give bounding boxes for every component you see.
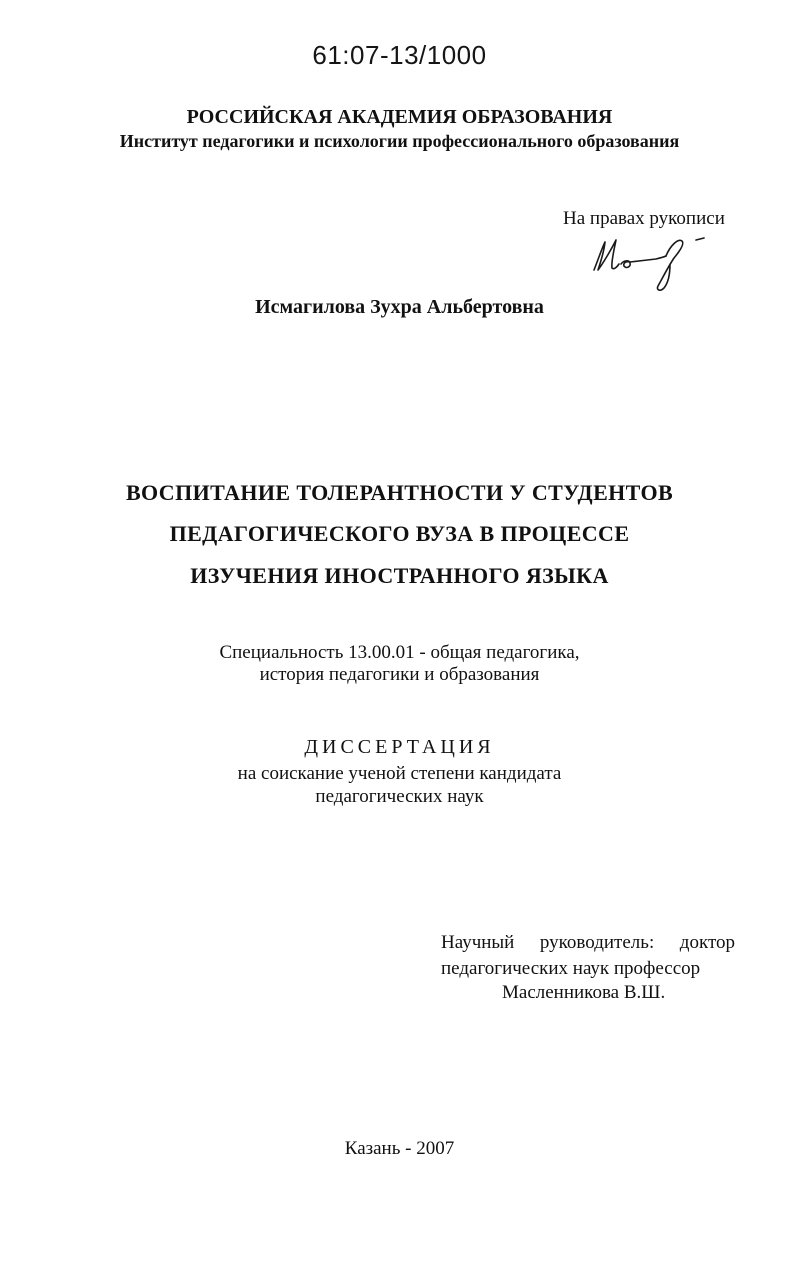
thesis-title-line: ИЗУЧЕНИЯ ИНОСТРАННОГО ЯЗЫКА <box>190 563 609 588</box>
document-number: 61:07-13/1000 <box>312 40 487 70</box>
supervisor-line: педагогических наук профессор <box>441 958 701 979</box>
specialty-line: Специальность 13.00.01 - общая педагогика, <box>219 642 580 663</box>
supervisor-line: Научный руководитель: доктор <box>441 932 735 953</box>
city-and-year: Казань - 2007 <box>344 1138 455 1159</box>
supervisor-name: Масленникова В.Ш. <box>502 982 666 1003</box>
manuscript-rights-note: На правах рукописи <box>563 208 725 229</box>
organization-name: РОССИЙСКАЯ АКАДЕМИЯ ОБРАЗОВАНИЯ <box>186 106 613 128</box>
handwritten-signature-icon <box>586 234 716 294</box>
thesis-title-line: ВОСПИТАНИЕ ТОЛЕРАНТНОСТИ У СТУДЕНТОВ <box>125 480 674 505</box>
degree-line: педагогических наук <box>315 786 484 807</box>
author-name: Исмагилова Зухра Альбертовна <box>255 296 544 318</box>
specialty-line: история педагогики и образования <box>259 664 540 685</box>
work-type-heading: ДИССЕРТАЦИЯ <box>304 736 495 758</box>
institute-name: Институт педагогики и психологии профессионального образования <box>119 131 680 151</box>
thesis-title-line: ПЕДАГОГИЧЕСКОГО ВУЗА В ПРОЦЕССЕ <box>169 521 630 546</box>
degree-line: на соискание ученой степени кандидата <box>237 763 562 784</box>
